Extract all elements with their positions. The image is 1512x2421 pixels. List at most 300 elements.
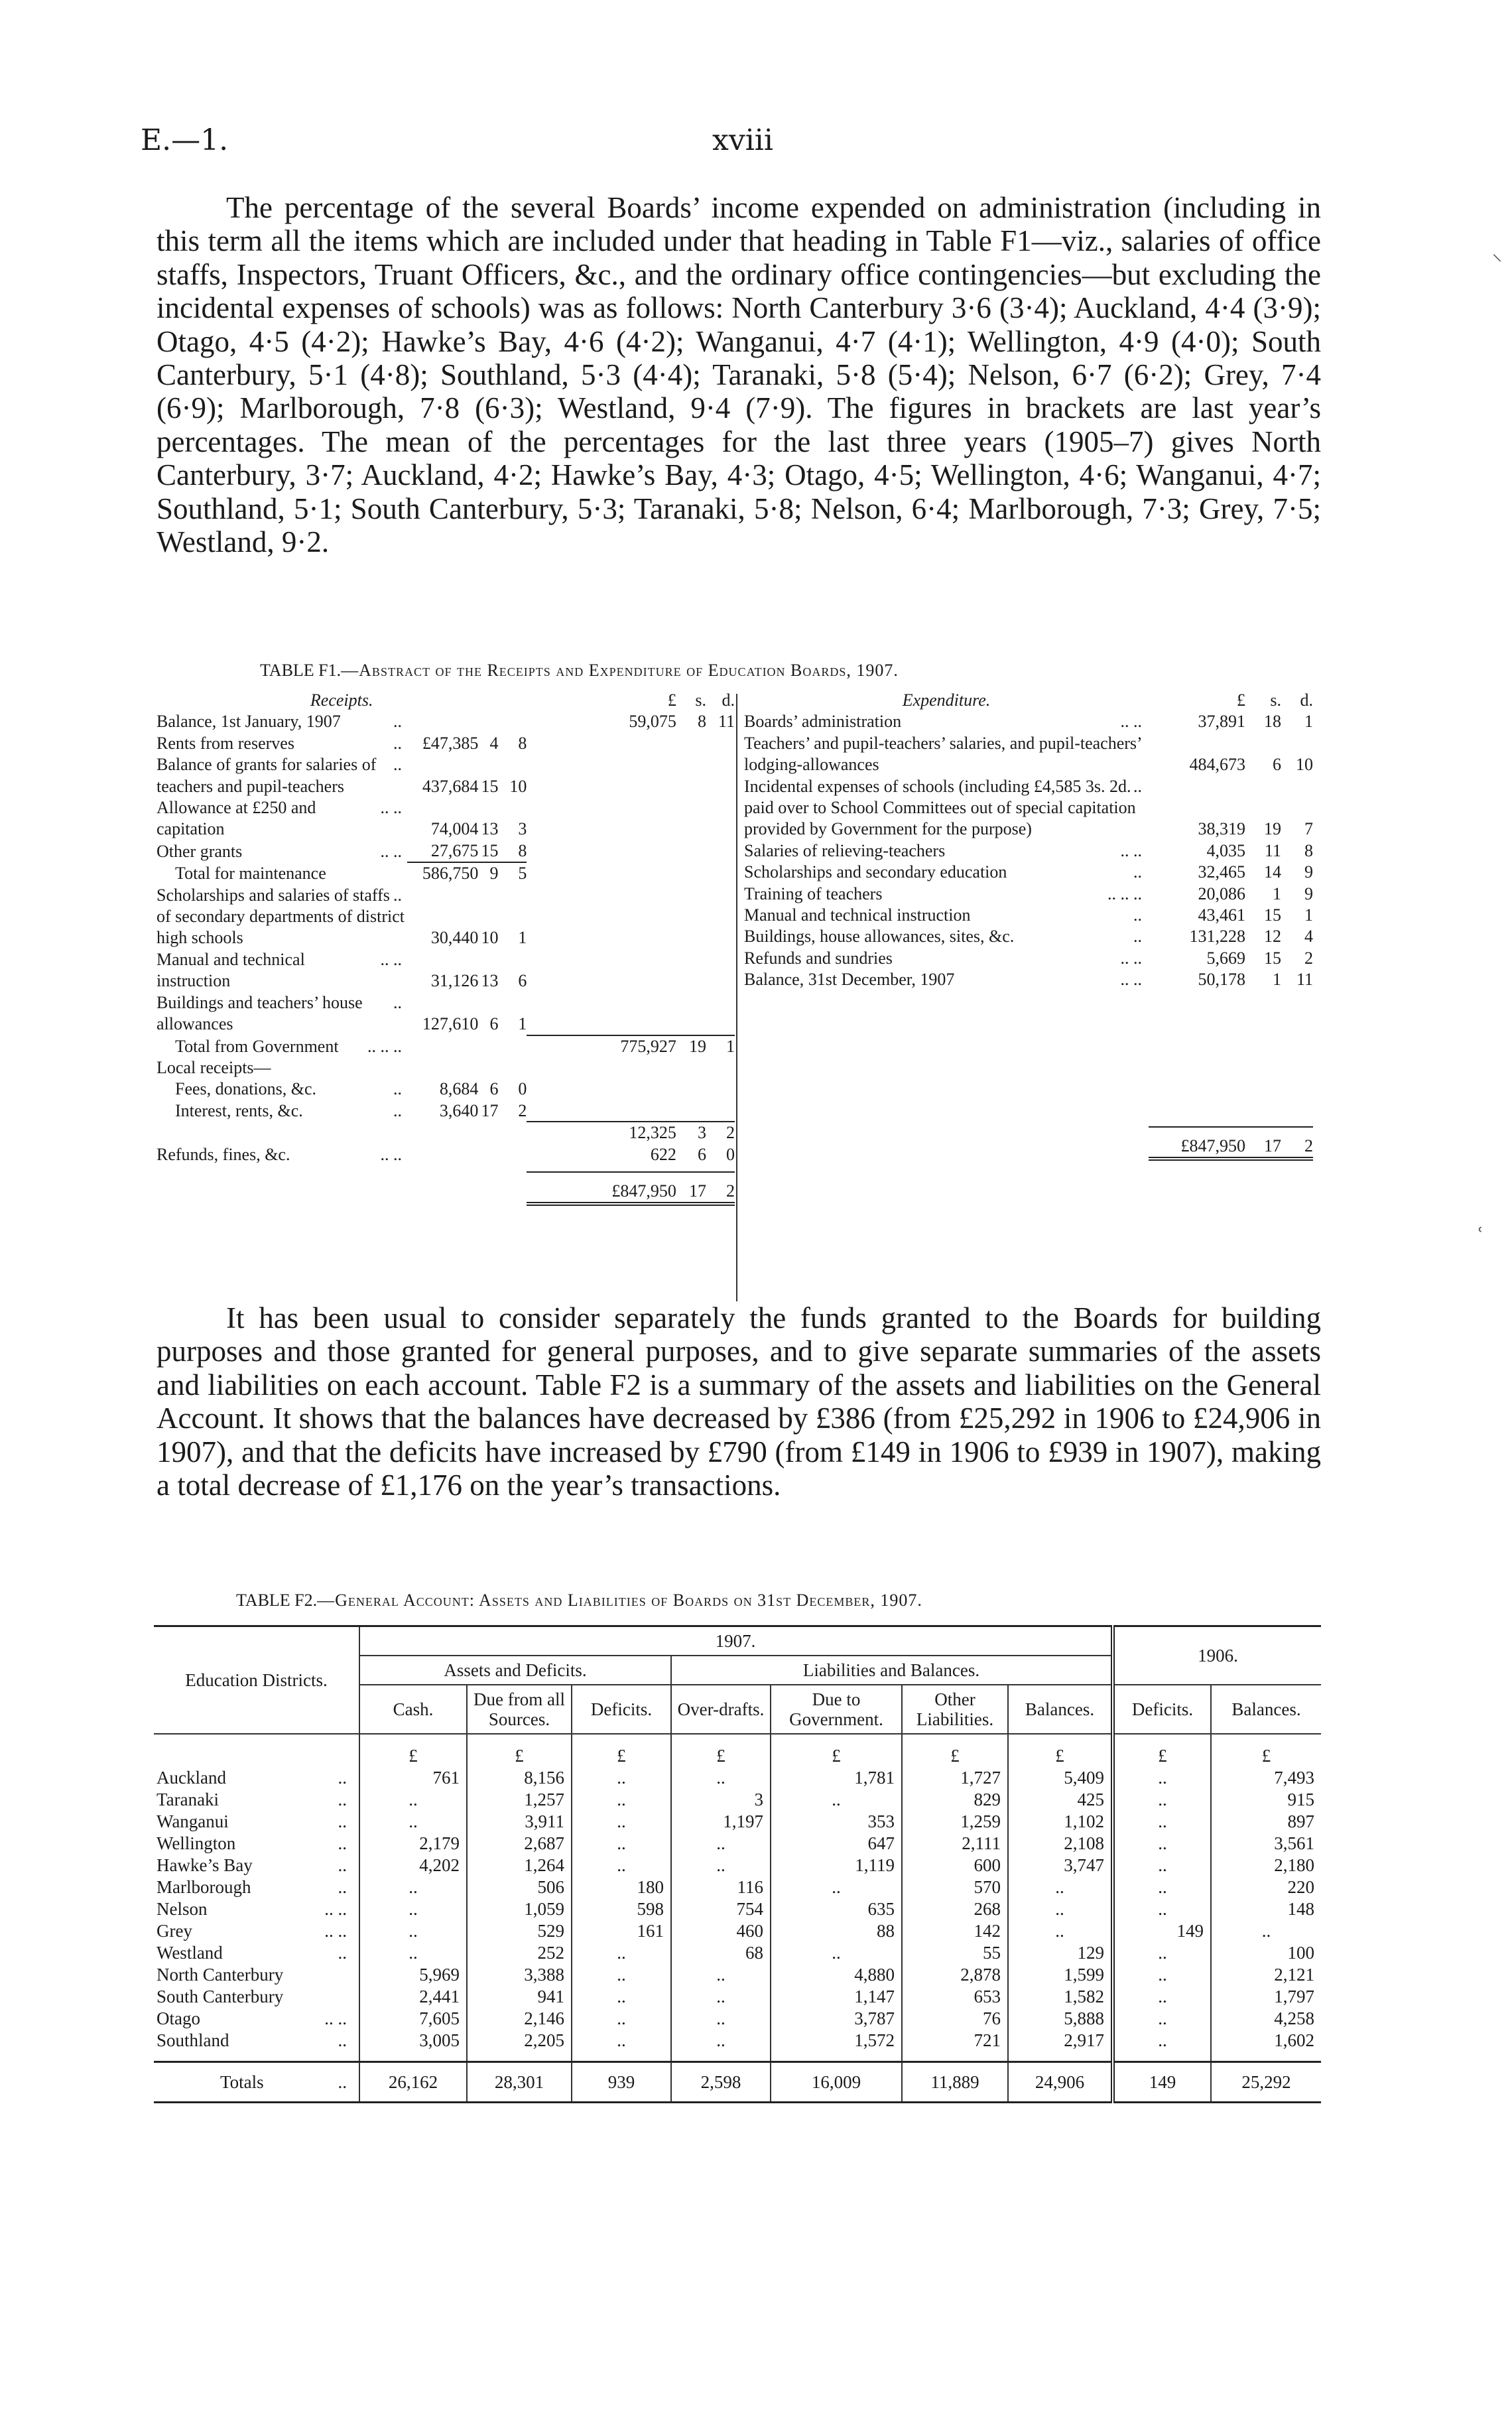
cell-cash: 2,441 <box>359 1986 467 2008</box>
inner-amount-pence: 5 <box>498 862 527 884</box>
cell-balances-1906: 7,493 <box>1211 1767 1321 1789</box>
leader-dots: .. <box>338 1855 347 1875</box>
inner-amount-pounds: 31,126 <box>430 971 479 991</box>
cell-other-liabilities: 1,727 <box>902 1767 1008 1789</box>
col-balances-1907: Balances. <box>1008 1685 1113 1734</box>
cell-overdrafts: 1,197 <box>671 1811 771 1833</box>
cell-balances-1907: 1,599 <box>1008 1964 1113 1986</box>
expenditure-amount-pence: 9 <box>1304 862 1313 882</box>
expenditure-text: Training of teachers <box>744 883 883 903</box>
leader-dots: .. .. <box>324 1921 347 1941</box>
currency-pence: d. <box>1300 690 1313 710</box>
receipt-label <box>157 754 407 797</box>
col-group-liabilities: Liabilities and Balances. <box>671 1656 1113 1685</box>
leader-dots: .. .. .. <box>1107 883 1142 903</box>
district-row <box>154 1986 1321 2008</box>
inner-amount-pounds: 27,675 <box>430 840 479 860</box>
cell-due-to-government: 647 <box>771 1833 902 1855</box>
expenditure-row <box>744 883 1313 905</box>
inner-amount-pence <box>498 1144 527 1165</box>
cell-other-liabilities: 2,111 <box>902 1833 1008 1855</box>
cell-due-to-government: .. <box>771 1876 902 1898</box>
table-f1-label: TABLE F1. <box>260 661 342 680</box>
receipts-row <box>157 711 735 732</box>
expenditure-row <box>744 948 1313 969</box>
document-reference: E.—1. <box>141 123 229 157</box>
cell-overdrafts: .. <box>671 2008 771 2030</box>
leader-dots: .. .. <box>380 841 402 861</box>
receipt-label <box>157 885 407 949</box>
inner-amount-pence: 1 <box>518 928 527 948</box>
receipts-table <box>157 690 735 1206</box>
cell-balances-1907: .. <box>1008 1898 1113 1920</box>
leader-dots: .. <box>393 1079 402 1099</box>
expenditure-amount-shillings: 1 <box>1273 970 1281 990</box>
expenditure-row <box>744 733 1313 776</box>
outer-amount-pounds <box>527 862 676 884</box>
district-name <box>154 1811 359 1833</box>
leader-dots: .. .. <box>1120 840 1142 860</box>
cell-overdrafts: .. <box>671 1986 771 2008</box>
receipts-row <box>157 992 735 1035</box>
expenditure-amount-pence: 4 <box>1304 927 1313 947</box>
cell-deficits-1907: .. <box>572 1811 671 1833</box>
outer-amount-pence <box>706 862 735 884</box>
col-overdrafts: Over-drafts. <box>671 1685 771 1734</box>
margin-mark: ⸜ <box>1492 242 1502 265</box>
margin-mark: ˓ <box>1478 1219 1484 1242</box>
inner-amount-shillings: 4 <box>489 733 499 753</box>
cell-other-liabilities: 76 <box>902 2008 1008 2030</box>
currency-shillings: s. <box>1270 690 1281 710</box>
inner-amount-pence: 10 <box>509 776 527 796</box>
receipt-text: Balance, 1st January, 1907 <box>157 712 341 732</box>
expenditure-amount-pounds: 5,669 <box>1206 948 1245 968</box>
expenditure-amount-shillings: 15 <box>1264 948 1281 968</box>
expenditure-total-pounds: £847,950 <box>1149 1127 1245 1159</box>
cell-due-to-government: 1,119 <box>771 1855 902 1876</box>
receipts-body <box>157 690 735 1204</box>
inner-amount-shillings: 15 <box>481 776 499 796</box>
outer-amount-pence <box>706 1057 735 1079</box>
outer-amount-pence: 1 <box>706 1035 735 1057</box>
inner-amount-shillings: 6 <box>489 1014 499 1034</box>
inner-amount-pounds <box>407 1057 478 1079</box>
cell-due-from-all-sources: 3,911 <box>467 1811 572 1833</box>
cell-deficits-1907: 180 <box>572 1876 671 1898</box>
col-cash: Cash. <box>359 1685 467 1734</box>
cell-deficits-1906: .. <box>1113 2008 1211 2030</box>
cell-deficits-1906: .. <box>1113 2030 1211 2062</box>
expenditure-label <box>744 883 1149 905</box>
district-name <box>154 1964 359 1986</box>
total-balances-1906: 25,292 <box>1211 2062 1321 2103</box>
cell-other-liabilities: 721 <box>902 2030 1008 2062</box>
cell-balances-1906: 100 <box>1211 1942 1321 1964</box>
expenditure-amount-pence: 10 <box>1296 755 1313 775</box>
outer-amount-shillings <box>676 840 706 862</box>
cell-due-from-all-sources: 2,205 <box>467 2030 572 2062</box>
expenditure-amount-shillings: 1 <box>1273 883 1281 903</box>
leader-dots: .. <box>1133 927 1142 947</box>
receipt-label <box>157 711 407 732</box>
expenditure-table <box>744 690 1313 1161</box>
receipt-text: Rents from reserves <box>157 733 294 753</box>
district-row <box>154 1942 1321 1964</box>
inner-amount-pence: 2 <box>518 1100 527 1120</box>
cell-other-liabilities: 600 <box>902 1855 1008 1876</box>
cell-overdrafts: 3 <box>671 1789 771 1811</box>
district-row <box>154 1833 1321 1855</box>
cell-balances-1906: 2,180 <box>1211 1855 1321 1876</box>
cell-deficits-1906: .. <box>1113 1855 1211 1876</box>
cell-deficits-1907: 161 <box>572 1920 671 1942</box>
outer-amount-pounds <box>527 1079 676 1100</box>
receipts-total-pounds: £847,950 <box>527 1172 676 1204</box>
expenditure-amount-pounds: 20,086 <box>1198 883 1245 903</box>
col-group-assets: Assets and Deficits. <box>359 1656 671 1685</box>
expenditure-label <box>744 776 1149 840</box>
expenditure-text: Teachers’ and pupil-teachers’ salaries, and pupil-teachers’ lodging-allowances <box>744 733 1141 775</box>
leader-dots: .. <box>338 1877 347 1897</box>
expenditure-total-row <box>744 1127 1313 1159</box>
expenditure-row <box>744 905 1313 926</box>
outer-amount-pence <box>706 1079 735 1100</box>
inner-amount-shillings: 13 <box>481 971 499 991</box>
cell-due-to-government: .. <box>771 1789 902 1811</box>
cell-deficits-1907: .. <box>572 1767 671 1789</box>
cell-cash: 3,005 <box>359 2030 467 2062</box>
expenditure-amount-shillings: 6 <box>1273 755 1281 775</box>
cell-cash: .. <box>359 1789 467 1811</box>
expenditure-amount-shillings: 14 <box>1264 862 1281 882</box>
district-name <box>154 1942 359 1964</box>
totals-label <box>154 2062 359 2103</box>
cell-deficits-1906: .. <box>1113 1789 1211 1811</box>
cell-due-from-all-sources: 2,146 <box>467 2008 572 2030</box>
total-due-from-all-sources: 28,301 <box>467 2062 572 2103</box>
cell-other-liabilities: 570 <box>902 1876 1008 1898</box>
district-row <box>154 2030 1321 2062</box>
cell-deficits-1907: .. <box>572 1789 671 1811</box>
receipts-row <box>157 840 735 862</box>
paragraph-text: The percentage of the several Boards’ income expended on administration (including in this term all the items which are included under that heading in Table F1—viz., salaries of office staffs, Inspectors, Truant Officers, &c., and the ordinary office contingencies—but excluding the incidental expenses of schools) was as follows: North Canterbury 3·6 (3·4); Auckland, 4·4 (3·9); Otago, 4·5 (4·2); Hawke’s Bay, 4·6 (4·2); Wanganui, 4·7 (4·1); Wellington, 4·9 (4·0); South Canterbury, 5·1 (4·8); Southland, 5·3 (4·4); Taranaki, 5·8 (5·4); Nelson, 6·7 (6·2); Grey, 7·4 (6·9); Marlborough, 7·8 (6·3); Westland, 9·4 (7·9). The figures in brackets are last year’s percentages. The mean of the percentages for the last three years (1905–7) gives North Canterbury, 3·7; Auckland, 4·2; Hawke’s Bay, 4·3; Otago, 4·5; Wellington, 4·6; Wanganui, 4·7; Southland, 5·1; South Canterbury, 5·3; Taranaki, 5·8; Nelson, 6·4; Marlborough, 7·3; Grey, 7·5; Westland, 9·2. <box>157 191 1321 559</box>
inner-amount-pounds: 74,004 <box>430 819 479 839</box>
outer-amount-pounds <box>527 797 676 840</box>
cell-deficits-1907: .. <box>572 1833 671 1855</box>
district-label: Westland <box>157 1943 223 1963</box>
district-label: Otago <box>157 2008 200 2028</box>
expenditure-label <box>744 948 1149 969</box>
leader-dots: .. .. <box>380 798 402 818</box>
receipts-row <box>157 862 735 884</box>
paragraph-text: It has been usual to consider separately the funds granted to the Boards for building purposes and those granted for general purposes, and to give separate summaries of the assets and liabilities on each account. Table F2 is a summary of the assets and liabilities on the General Account. It shows that the balances have decreased by £386 (from £25,292 in 1906 to £24,906 in 1907), and that the deficits have increased by £790 (from £149 in 1906 to £939 in 1907), making a total decrease of £1,176 on the year’s transactions. <box>157 1301 1321 1502</box>
expenditure-amount-pence: 9 <box>1304 883 1313 903</box>
cell-overdrafts: .. <box>671 2030 771 2062</box>
receipts-row <box>157 1079 735 1100</box>
inner-amount-pounds: 3,640 <box>439 1100 479 1120</box>
table-f2-label: TABLE F2. <box>236 1591 318 1610</box>
inner-amount-shillings: 15 <box>481 840 499 860</box>
outer-amount-pounds <box>527 840 676 862</box>
inner-amount-pence <box>498 1122 527 1144</box>
outer-amount-shillings: 3 <box>676 1122 706 1144</box>
cell-cash: 2,179 <box>359 1833 467 1855</box>
outer-amount-shillings <box>676 797 706 840</box>
cell-balances-1907: 5,409 <box>1008 1767 1113 1789</box>
receipts-row <box>157 1100 735 1122</box>
cell-deficits-1906: .. <box>1113 1942 1211 1964</box>
expenditure-row <box>744 840 1313 862</box>
expenditure-row <box>744 862 1313 883</box>
receipts-total-row <box>157 1172 735 1204</box>
cell-due-from-all-sources: 1,257 <box>467 1789 572 1811</box>
receipt-label <box>157 1144 407 1165</box>
receipts-heading: Receipts. <box>310 690 373 710</box>
unit-symbol: £ <box>1008 1734 1113 1767</box>
cell-overdrafts: 460 <box>671 1920 771 1942</box>
outer-amount-shillings <box>676 992 706 1035</box>
cell-due-to-government: 88 <box>771 1920 902 1942</box>
cell-due-from-all-sources: 506 <box>467 1876 572 1898</box>
receipt-label <box>157 840 407 862</box>
outer-amount-pence <box>706 1100 735 1122</box>
total-cash: 26,162 <box>359 2062 467 2103</box>
cell-balances-1907: 2,917 <box>1008 2030 1113 2062</box>
inner-amount-shillings <box>478 1144 498 1165</box>
cell-overdrafts: .. <box>671 1964 771 1986</box>
inner-amount-pounds: 8,684 <box>439 1079 479 1099</box>
outer-amount-shillings <box>676 1079 706 1100</box>
cell-cash: .. <box>359 1876 467 1898</box>
inner-amount-pence: 1 <box>518 1014 527 1034</box>
cell-due-from-all-sources: 1,264 <box>467 1855 572 1876</box>
district-row <box>154 1876 1321 1898</box>
inner-amount-shillings <box>478 711 498 732</box>
outer-amount-pence <box>706 840 735 862</box>
units-spacer <box>154 1734 359 1767</box>
receipt-text: Fees, donations, &c. <box>175 1079 317 1099</box>
leader-dots: .. <box>338 1790 347 1809</box>
outer-amount-pence <box>706 754 735 797</box>
receipt-label <box>157 797 407 840</box>
leader-dots: .. <box>1133 905 1142 925</box>
cell-deficits-1906: .. <box>1113 1898 1211 1920</box>
receipt-label <box>157 1100 407 1122</box>
leader-dots: .. <box>338 1768 347 1788</box>
cell-deficits-1907: .. <box>572 1986 671 2008</box>
cell-balances-1906: 1,602 <box>1211 2030 1321 2062</box>
expenditure-amount-pence: 11 <box>1296 970 1313 990</box>
expenditure-text: Salaries of relieving-teachers <box>744 840 946 860</box>
cell-due-from-all-sources: 8,156 <box>467 1767 572 1789</box>
inner-amount-shillings: 6 <box>489 1079 499 1099</box>
district-label: North Canterbury <box>157 1965 284 1985</box>
outer-amount-shillings: 8 <box>698 712 706 732</box>
cell-due-to-government: 635 <box>771 1898 902 1920</box>
cell-due-to-government: 1,781 <box>771 1767 902 1789</box>
table-f1-expenditure <box>744 690 1313 1161</box>
expenditure-label <box>744 711 1149 732</box>
unit-symbol: £ <box>572 1734 671 1767</box>
cell-due-to-government: .. <box>771 1942 902 1964</box>
currency-pounds: £ <box>667 690 676 710</box>
leader-dots: .. <box>393 712 402 732</box>
district-label: Southland <box>157 2030 229 2050</box>
district-name <box>154 1920 359 1942</box>
unit-symbol: £ <box>1113 1734 1211 1767</box>
expenditure-header-row <box>744 690 1313 711</box>
cell-other-liabilities: 653 <box>902 1986 1008 2008</box>
outer-amount-pounds <box>527 885 676 949</box>
unit-symbol: £ <box>671 1734 771 1767</box>
outer-amount-pounds <box>527 1057 676 1079</box>
cell-balances-1907: 3,747 <box>1008 1855 1113 1876</box>
outer-amount-pounds <box>527 754 676 797</box>
outer-amount-pence: 2 <box>706 1122 735 1144</box>
cell-overdrafts: 754 <box>671 1898 771 1920</box>
inner-amount-pounds <box>407 1144 478 1165</box>
receipt-label <box>157 1079 407 1100</box>
cell-other-liabilities: 55 <box>902 1942 1008 1964</box>
cell-balances-1906: 897 <box>1211 1811 1321 1833</box>
leader-dots: .. <box>1133 776 1142 796</box>
cell-other-liabilities: 1,259 <box>902 1811 1008 1833</box>
district-row <box>154 1898 1321 1920</box>
col-balances-1906: Balances. <box>1211 1685 1321 1734</box>
expenditure-label <box>744 862 1149 883</box>
expenditure-amount-shillings: 18 <box>1264 712 1281 732</box>
table-f1-divider <box>736 694 737 1301</box>
outer-amount-pence: 11 <box>718 712 735 732</box>
district-name <box>154 1898 359 1920</box>
cell-balances-1907: 5,888 <box>1008 2008 1113 2030</box>
inner-amount-pounds: 30,440 <box>430 928 479 948</box>
inner-amount-pounds: £47,385 <box>422 733 479 753</box>
unit-symbol: £ <box>771 1734 902 1767</box>
leader-dots: .. <box>338 1943 347 1963</box>
total-due-to-government: 16,009 <box>771 2062 902 2103</box>
cell-due-to-government: 353 <box>771 1811 902 1833</box>
receipts-row <box>157 733 735 754</box>
unit-symbol: £ <box>359 1734 467 1767</box>
outer-amount-shillings <box>676 949 706 992</box>
total-other-liabilities: 11,889 <box>902 2062 1008 2103</box>
cell-cash: 761 <box>359 1767 467 1789</box>
expenditure-text: Refunds and sundries <box>744 948 893 968</box>
receipt-text: Total from Government <box>175 1036 339 1056</box>
paragraph-general-account <box>157 1301 1321 1502</box>
table-f2-general-account <box>154 1625 1321 2103</box>
district-name <box>154 1767 359 1789</box>
cell-due-from-all-sources: 252 <box>467 1942 572 1964</box>
totals-row <box>154 2062 1321 2103</box>
expenditure-text: Scholarships and secondary education <box>744 862 1007 882</box>
leader-dots: .. .. <box>324 2008 347 2028</box>
cell-balances-1906: 3,561 <box>1211 1833 1321 1855</box>
leader-dots: .. <box>338 1833 347 1853</box>
cell-cash: 5,969 <box>359 1964 467 1986</box>
district-row <box>154 1767 1321 1789</box>
expenditure-amount-pounds: 32,465 <box>1198 862 1245 882</box>
expenditure-amount-pence: 7 <box>1304 819 1313 839</box>
units-row <box>154 1734 1321 1767</box>
receipt-label <box>157 1035 407 1057</box>
table-f2-header <box>154 1626 1321 1734</box>
receipt-text: Manual and technical instruction <box>157 949 305 991</box>
cell-balances-1906: .. <box>1211 1920 1321 1942</box>
cell-overdrafts: .. <box>671 1833 771 1855</box>
district-label: Nelson <box>157 1899 208 1919</box>
currency-pence: d. <box>722 690 735 710</box>
receipt-text: Allowance at £250 and capitation <box>157 798 316 839</box>
receipt-label <box>157 1122 407 1144</box>
cell-balances-1907: 1,582 <box>1008 1986 1113 2008</box>
receipts-total-pence: 2 <box>706 1172 735 1204</box>
col-due-to-government: Due to Government. <box>771 1685 902 1734</box>
receipts-row <box>157 1057 735 1079</box>
expenditure-row <box>744 776 1313 840</box>
table-f1-receipts <box>157 690 735 1206</box>
receipt-text: Other grants <box>157 841 243 861</box>
expenditure-row <box>744 926 1313 947</box>
district-row <box>154 1811 1321 1833</box>
receipts-row <box>157 797 735 840</box>
leader-dots: .. <box>393 992 402 1012</box>
table-f2-title: —General Account: Assets and Liabilities of Boards on 31st December, 1907. <box>317 1591 922 1610</box>
spacer-row <box>744 991 1313 1127</box>
inner-amount-pence <box>498 1057 527 1079</box>
outer-amount-shillings: 6 <box>698 1144 706 1164</box>
cell-due-from-all-sources: 941 <box>467 1986 572 2008</box>
expenditure-amount-pounds: 50,178 <box>1198 970 1245 990</box>
cell-due-from-all-sources: 1,059 <box>467 1898 572 1920</box>
district-row <box>154 1789 1321 1811</box>
outer-amount-pounds <box>527 949 676 992</box>
outer-amount-pounds: 12,325 <box>527 1122 676 1144</box>
header-row-years <box>154 1626 1321 1656</box>
cell-due-from-all-sources: 2,687 <box>467 1833 572 1855</box>
inner-amount-pence: 3 <box>518 819 527 839</box>
receipt-text: Buildings and teachers’ house allowances <box>157 992 363 1034</box>
expenditure-text: Manual and technical instruction <box>744 905 971 925</box>
district-label: Taranaki <box>157 1790 220 1809</box>
cell-balances-1907: .. <box>1008 1920 1113 1942</box>
leader-dots: .. <box>393 733 402 753</box>
currency-pounds: £ <box>1237 690 1245 710</box>
total-balances-1907: 24,906 <box>1008 2062 1113 2103</box>
outer-amount-pounds: 622 <box>650 1144 676 1164</box>
cell-balances-1907: 129 <box>1008 1942 1113 1964</box>
district-row <box>154 2008 1321 2030</box>
cell-due-from-all-sources: 3,388 <box>467 1964 572 1986</box>
inner-amount-pounds: 127,610 <box>422 1014 479 1034</box>
expenditure-total-pence: 2 <box>1281 1127 1313 1159</box>
district-label: Hawke’s Bay <box>157 1855 253 1875</box>
expenditure-text: Incidental expenses of schools (including £4,585 3s. 2d. paid over to School Committees out of special capitation provided by Government for the purpose) <box>744 776 1136 839</box>
cell-other-liabilities: 2,878 <box>902 1964 1008 1986</box>
cell-other-liabilities: 142 <box>902 1920 1008 1942</box>
leader-dots: .. <box>393 885 402 905</box>
cell-deficits-1907: .. <box>572 2008 671 2030</box>
spacer <box>744 991 1313 1127</box>
expenditure-label <box>744 969 1149 990</box>
inner-amount-pence <box>498 711 527 732</box>
totals-text: Totals <box>220 2071 264 2092</box>
receipts-row <box>157 949 735 992</box>
district-label: Wellington <box>157 1833 236 1853</box>
leader-dots: .. .. <box>1120 712 1142 732</box>
